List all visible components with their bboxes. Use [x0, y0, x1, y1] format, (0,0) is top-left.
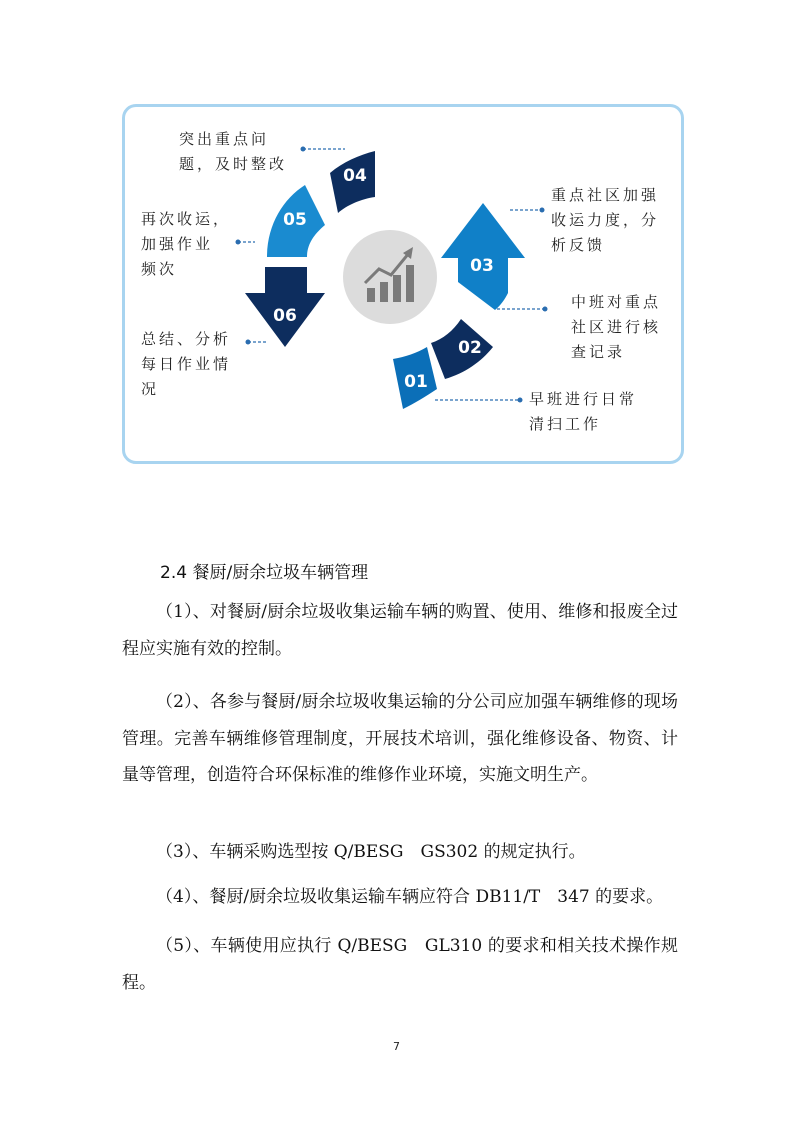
step-04-number: 04 — [343, 166, 367, 186]
step-05-segment — [267, 185, 325, 257]
step-02-number: 02 — [458, 338, 482, 358]
step-03-segment — [441, 203, 525, 310]
process-diagram — [122, 104, 684, 464]
paragraph-1: （1）、对餐厨/厨余垃圾收集运输车辆的购置、使用、维修和报废全过程应实施有效的控制。 — [122, 602, 678, 659]
paragraph-4: （4）、餐厨/厨余垃圾收集运输车辆应符合 DB11/T 347 的要求。 — [156, 887, 664, 907]
step-02-label: 中班对重点 社区进行核 查记录 — [571, 293, 662, 361]
paragraph-5: （5）、车辆使用应执行 Q/BESG GL310 的要求和相关技术操作规程。 — [122, 936, 678, 993]
paragraph-3: （3）、车辆采购选型按 Q/BESG GS302 的规定执行。 — [156, 842, 586, 862]
step-06-label: 总结、分析 每日作业情 况 — [141, 330, 232, 398]
step-06-segment — [245, 267, 325, 347]
step-05-number: 05 — [283, 210, 307, 230]
page-number: 7 — [393, 1040, 400, 1053]
step-01-label: 早班进行日常 清扫工作 — [529, 390, 638, 433]
step-06-number: 06 — [273, 306, 297, 326]
step-04-segment — [330, 151, 375, 213]
step-03-number: 03 — [470, 256, 494, 276]
step-01-segment — [393, 347, 437, 409]
step-03-label: 重点社区加强 收运力度，分 析反馈 — [551, 186, 660, 254]
step-04-label: 突出重点问 题，及时整改 — [179, 130, 288, 173]
step-01-number: 01 — [404, 372, 428, 392]
section-heading: 2.4 餐厨/厨余垃圾车辆管理 — [160, 563, 369, 583]
growth-chart-icon — [343, 230, 437, 324]
paragraph-2: （2）、各参与餐厨/厨余垃圾收集运输的分公司应加强车辆维修的现场管理。完善车辆维修管理制度，开展技术培训，强化维修设备、物资、计量等管理，创造符合环保标准的维修作业环境，实施文明生产。 — [122, 692, 678, 785]
step-02-segment — [431, 319, 493, 379]
step-05-label: 再次收运， 加强作业 频次 — [141, 210, 232, 278]
